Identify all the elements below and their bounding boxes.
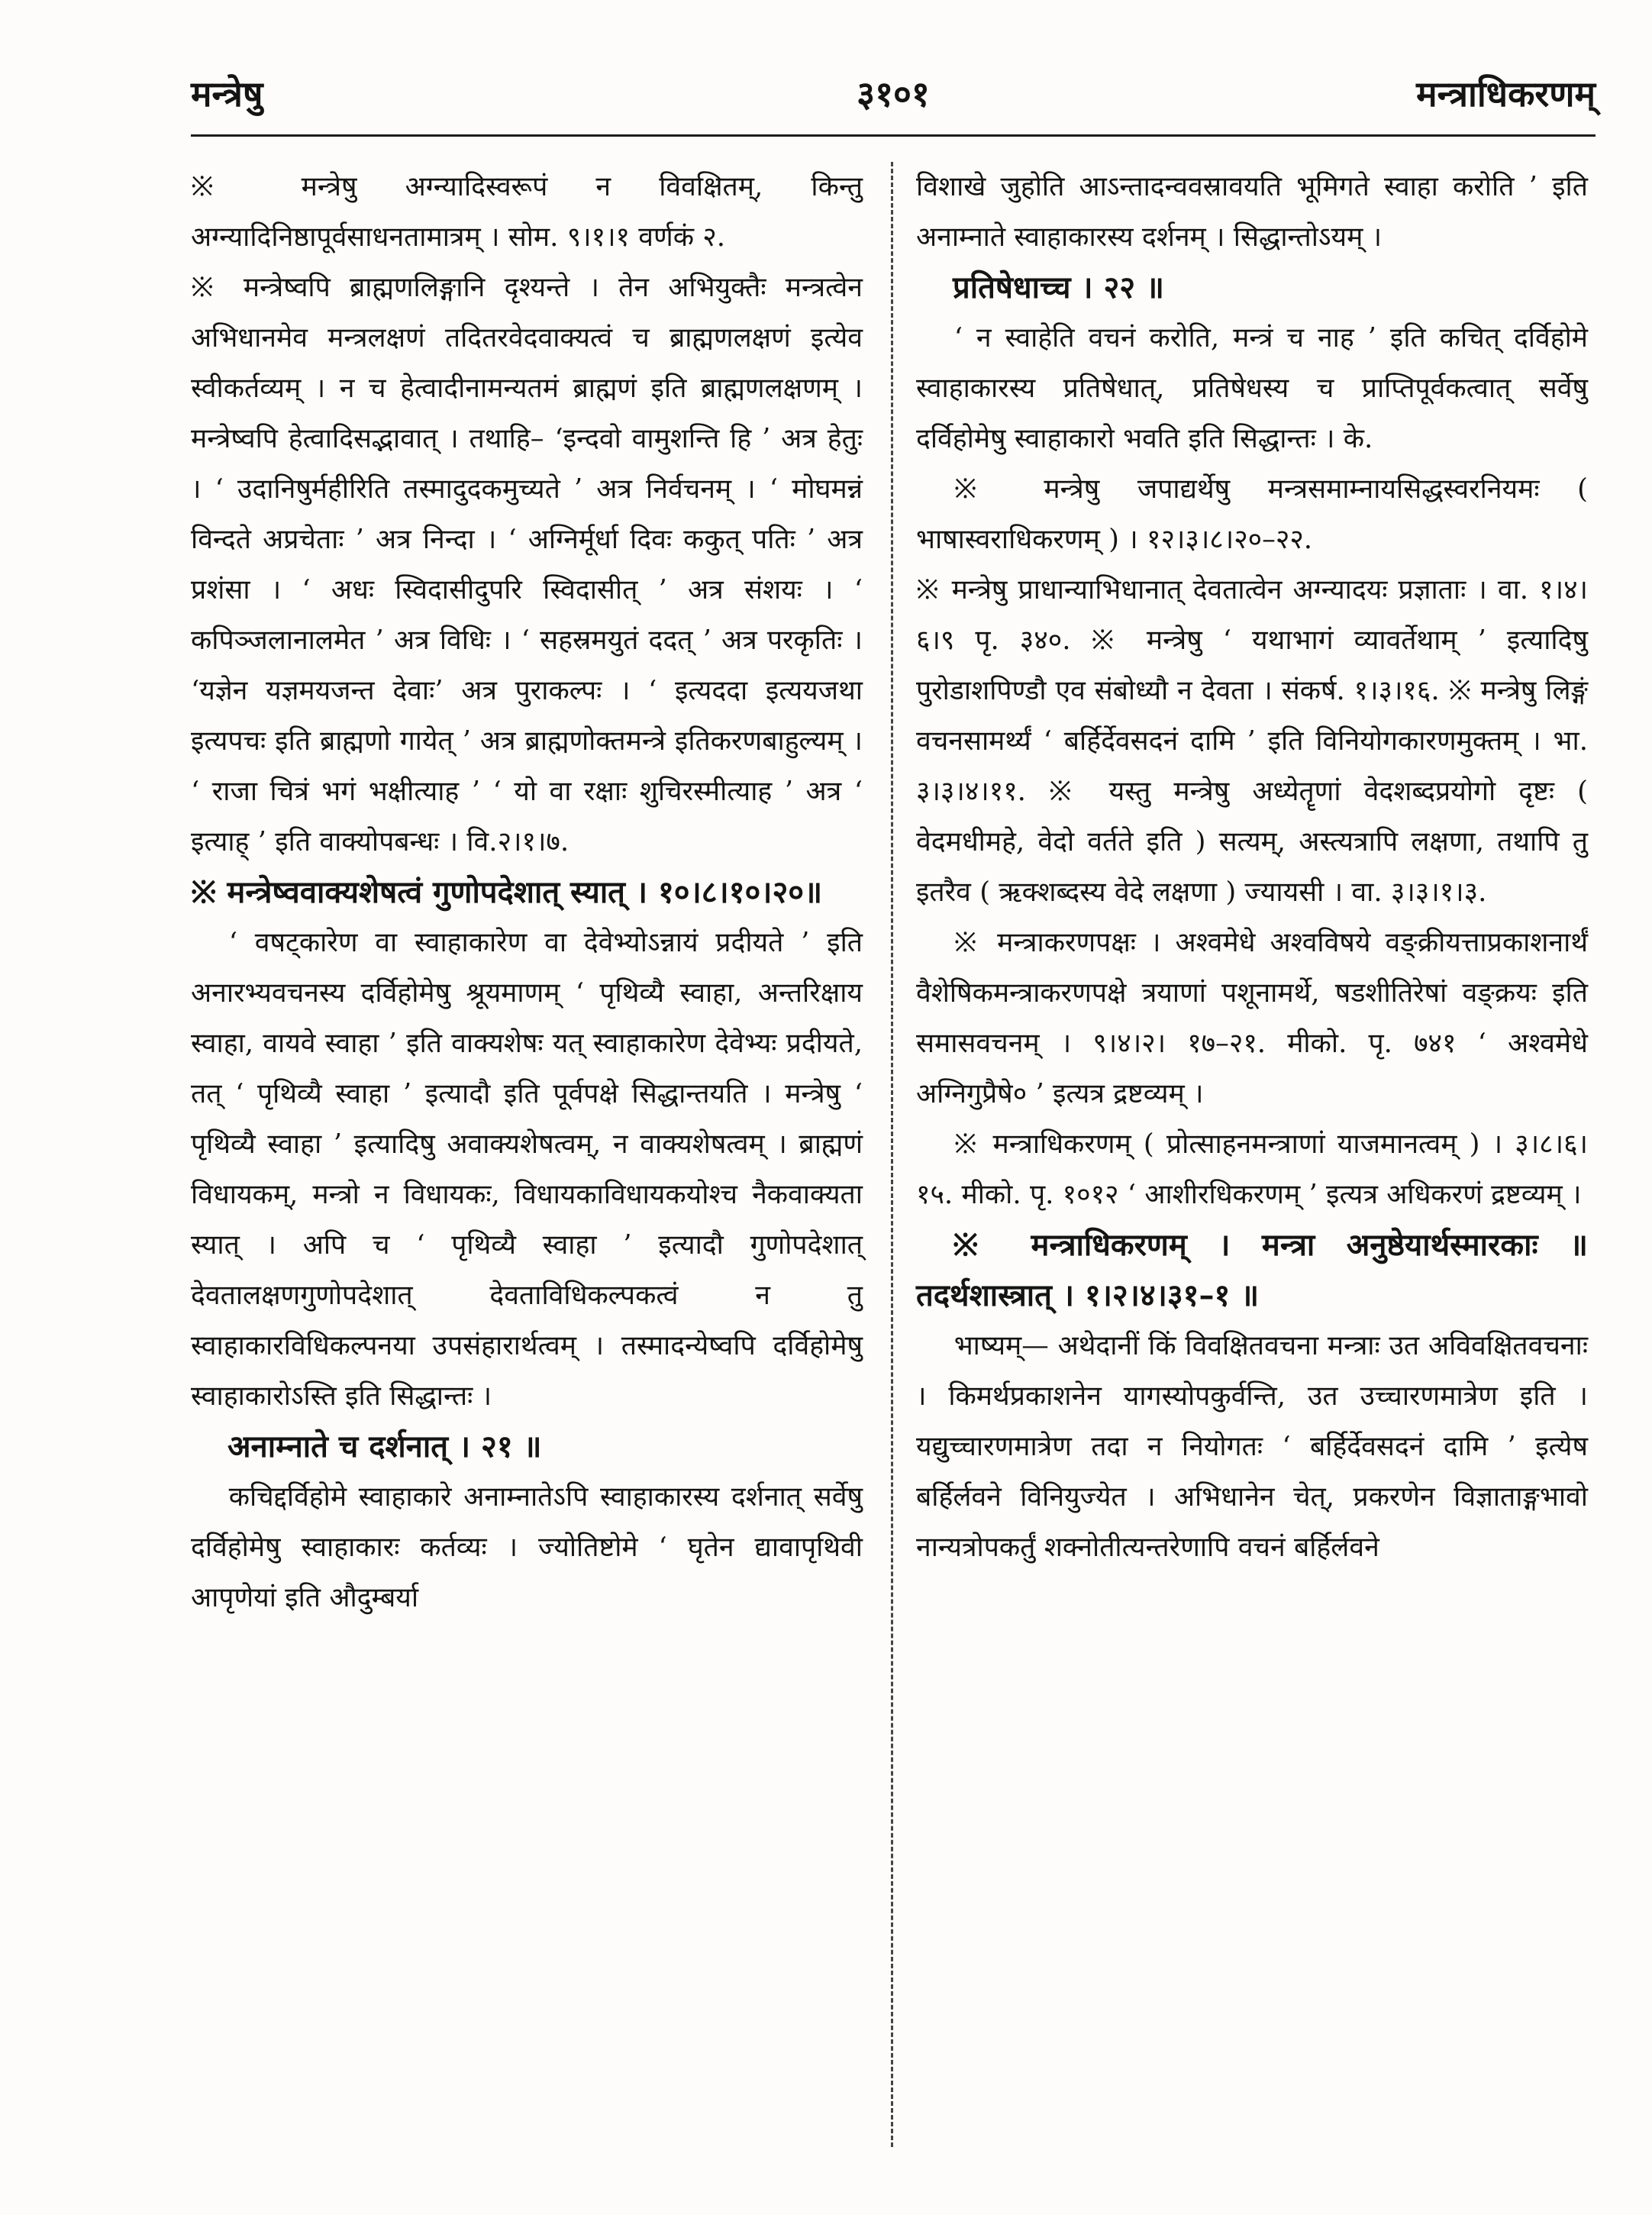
sutra-heading: प्रतिषेधाच्च । २२ ॥ bbox=[953, 270, 1164, 305]
entry-paragraph: ※ मन्त्राकरणपक्षः । अश्वमेधे अश्वविषये वङ्क्रीयत्ताप्रकाशनार्थं वैशेषिकमन्त्राकरणपक्षे त्रयाणां पशूनामर्थे, षडशीतिरेषां वङ्क्रयः इति समासवचनम् । ९।४।२। १७–२१. मीको. पृ. ७४१ ‘ अश्वमेधे अग्निगुप्रैषे० ’ इत्यत्र द्रष्टव्यम् । bbox=[916, 927, 1588, 1109]
commentary-paragraph: ‘ वषट्कारेण वा स्वाहाकारेण वा देवेभ्योऽन्नायं प्रदीयते ’ इति अनारभ्यवचनस्य दर्विहोमेषु श्रूयमाणम् ‘ पृथिव्यै स्वाहा, अन्तरिक्षाय स्वाहा, वायवे स्वाहा ’ इति वाक्यशेषः यत् स्वाहाकारेण देवेभ्यः प्रदीयते, तत् ‘ पृथिव्यै स्वाहा ’ इत्यादौ इति पूर्वपक्षे सिद्धान्तयति । मन्त्रेषु ‘ पृथिव्यै स्वाहा ’ इत्यादिषु अवाक्यशेषत्वम्, न वाक्यशेषत्वम् । ब्राह्मणं विधायकम्, मन्त्रो न विधायकः, विधायकाविधायकयोश्च नैकवाक्यता स्यात् । अपि च ‘ पृथिव्यै स्वाहा ’ इत्यादौ गुणोपदेशात् देवतालक्षणगुणोपदेशात् देवताविधिकल्पकत्वं न तु स्वाहाकारविधिकल्पनया उपसंहारार्थत्वम् । तस्मादन्येष्वपि दर्विहोमेषु स्वाहाकारोऽस्ति इति सिद्धान्तः । bbox=[191, 927, 863, 1412]
entry-paragraph: ※ मन्त्राधिकरणम् ( प्रोत्साहनमन्त्राणां याजमानत्वम् ) । ३।८।६।१५. मीको. पृ. १०१२ ‘ आशीरधिकरणम् ’ इत्यत्र अधिकरणं द्रष्टव्यम् । bbox=[916, 1128, 1588, 1210]
bhashya-paragraph: भाष्यम्— अथेदानीं किं विवक्षितवचना मन्त्राः उत अविवक्षितवचनाः । किमर्थप्रकाशनेन यागस्योपकुर्वन्ति, उत उच्चारणमात्रेण इति । यद्युच्चारणमात्रेण तदा न नियोगतः ‘ बर्हिर्देवसदनं दामि ’ इत्येष बर्हिर्लवने विनियुज्येत । अभिधानेन चेत्, प्रकरणेन विज्ञाताङ्गभावो नान्यत्रोपकर्तुं शक्नोतीत्यन्तरेणापि वचनं बर्हिर्लवने bbox=[916, 1330, 1588, 1563]
right-column bbox=[916, 162, 1588, 1573]
left-column bbox=[191, 162, 863, 1623]
header-rule bbox=[191, 134, 1596, 137]
page-header bbox=[191, 67, 1596, 121]
header-left-keyword: मन्त्रेषु bbox=[191, 73, 263, 115]
entry-paragraph: ※ मन्त्रेष्वपि ब्राह्मणलिङ्गानि दृश्यन्ते । तेन अभियुक्तैः मन्त्रत्वेन अभिधानमेव मन्त्रलक्षणं तदितरवेदवाक्यत्वं च ब्राह्मणलक्षणं इत्येव स्वीकर्तव्यम् । न च हेत्वादीनामन्यतमं ब्राह्मणं इति ब्राह्मणलक्षणम् । मन्त्रेष्वपि हेत्वादिसद्भावात् । तथाहि– ‘इन्दवो वामुशन्ति हि ’ अत्र हेतुः । ‘ उदानिषुर्महीरिति तस्मादुदकमुच्यते ’ अत्र निर्वचनम् । ‘ मोघमन्नं विन्दते अप्रचेताः ’ अत्र निन्दा । ‘ अग्निर्मूर्धा दिवः ककुत् पतिः ’ अत्र प्रशंसा । ‘ अधः स्विदासीदुपरि स्विदासीत् ’ अत्र संशयः । ‘ कपिञ्जलानालमेत ’ अत्र विधिः । ‘ सहस्रमयुतं ददत् ’ अत्र परकृतिः । ‘यज्ञेन यज्ञमयजन्त देवाः’ अत्र पुराकल्पः । ‘ इत्यददा इत्ययजथा इत्यपचः इति ब्राह्मणो गायेत् ’ अत्र ब्राह्मणोक्तमन्त्रे इतिकरणबाहुल्यम् । ‘ राजा चित्रं भगं भक्षीत्याह ’ ‘ यो वा रक्षाः शुचिरस्मीत्याह ’ अत्र ‘ इत्याह् ’ इति वाक्योपबन्धः । वि.२।१।७. bbox=[191, 272, 863, 857]
entry-paragraph: ※ मन्त्रेषु अग्न्यादिस्वरूपं न विवक्षितम्, किन्तु अग्न्यादिनिष्ठापूर्वसाधनतामात्रम् । सोम. ९।१।१ वर्णकं २. bbox=[191, 171, 863, 253]
sutra-heading: ※ मन्त्रेष्ववाक्यशेषत्वं गुणोपदेशात् स्यात् । १०।८।१०।२०॥ bbox=[191, 874, 823, 910]
entry-paragraph: ※ मन्त्रेषु प्राधान्याभिधानात् देवतात्वेन अग्न्यादयः प्रज्ञाताः । वा. १।४।६।९ पृ. ३४०. ※ मन्त्रेषु ‘ यथाभागं व्यावर्तेथाम् ’ इत्यादिषु पुरोडाशपिण्डौ एव संबोध्यौ न देवता । संकर्ष. १।३।१६. ※ मन्त्रेषु लिङ्गं वचनसामर्थ्यं ‘ बर्हिर्देवसदनं दामि ’ इति विनियोगकारणमुक्तम् । भा. ३।३।४।११. ※ यस्तु मन्त्रेषु अध्येतॄणां वेदशब्दप्रयोगो दृष्टः ( वेदमधीमहे, वेदो वर्तते इति ) सत्यम्, अस्त्यत्रापि लक्षणा, तथापि तु इतरैव ( ऋक्शब्दस्य वेदे लक्षणा ) ज्यायसी । वा. ३।३।१।३. bbox=[916, 574, 1588, 908]
page-number: ३१०१ bbox=[857, 73, 930, 115]
sutra-heading: अनाम्नाते च दर्शनात् । २१ ॥ bbox=[227, 1429, 542, 1464]
column-divider bbox=[891, 162, 893, 2147]
header-right-keyword: मन्त्राधिकरणम् bbox=[1416, 73, 1596, 115]
commentary-paragraph: ‘ न स्वाहेति वचनं करोति, मन्त्रं च नाह ’ इति कचित् दर्विहोमे स्वाहाकारस्य प्रतिषेधात्, प्रतिषेधस्य च प्राप्तिपूर्वकत्वात् सर्वेषु दर्विहोमेषु स्वाहाकारो भवति इति सिद्धान्तः । के. bbox=[916, 322, 1588, 454]
commentary-paragraph: विशाखे जुहोति आऽन्तादन्ववस्रावयति भूमिगते स्वाहा करोति ’ इति अनाम्नाते स्वाहाकारस्य दर्शनम् । सिद्धान्तोऽयम् । bbox=[916, 171, 1588, 253]
entry-paragraph: ※ मन्त्रेषु जपाद्यर्थेषु मन्त्रसमाम्नायसिद्धस्वरनियमः ( भाषास्वराधिकरणम् ) । १२।३।८।२०–२२. bbox=[916, 473, 1588, 555]
sutra-heading: ※ मन्त्राधिकरणम् । मन्त्रा अनुष्ठेयार्थस्मारकाः ॥ तदर्थशास्त्रात् । १।२।४।३१–१ ॥ bbox=[916, 1227, 1588, 1313]
commentary-paragraph: कचिद्दर्विहोमे स्वाहाकारे अनाम्नातेऽपि स्वाहाकारस्य दर्शनात् सर्वेषु दर्विहोमेषु स्वाहाकारः कर्तव्यः । ज्योतिष्टोमे ‘ घृतेन द्यावापृथिवी आपृणेयां इति औदुम्बर्या bbox=[191, 1481, 863, 1613]
